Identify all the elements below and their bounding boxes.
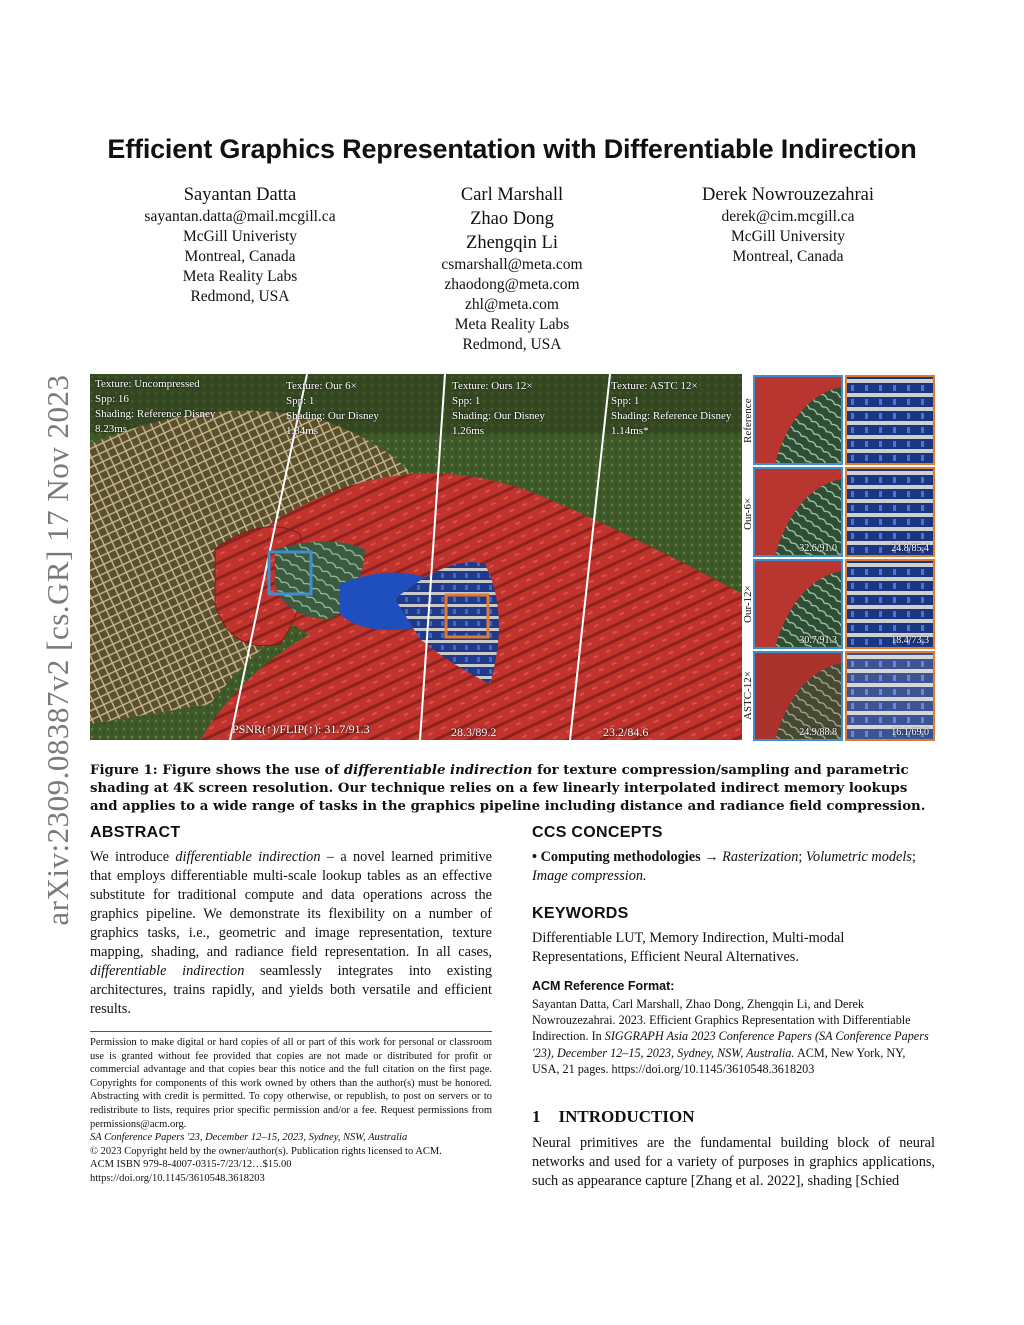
author-block-1: [120, 183, 360, 307]
teaser-figure: [90, 374, 742, 740]
author-name: Sayantan Datta: [183, 185, 297, 205]
author-block-3: [668, 183, 908, 267]
crop-blue-astc12: 24.9/88.8: [753, 651, 843, 741]
keywords-heading: KEYWORDS: [532, 905, 629, 922]
author-location: Redmond, USA: [190, 288, 290, 305]
intro-heading: 1 INTRODUCTION: [532, 1107, 695, 1126]
permission-notice: Permission to make digital or hard copies of all or part of this work for personal or classroom use is granted without fee provided that copies are not made or distributed for profit or commercial advantage and that copies bear this notice and the full citation on the first page. Copyrights for components of this work owned by others than the author(s) must be honored. Abstracting with credit is permitted. To copy otherwise, or republish, to post on servers or to redistribute to lists, requires prior specific permission and/or a fee. Request permissions from permissions@acm.org. SA Conference Papers '23, December 12–15, 2023, Sydney, NSW, Australia © 2023 Copyright held by the owner/author(s). Publication rights licensed to ACM. ACM ISBN 979-8-4007-0315-7/23/12…$15.00 https://doi.org/10.1145/3610548.3618203: [90, 1037, 492, 1184]
author-affiliation: Meta Reality Labs: [182, 268, 298, 285]
abstract-heading: ABSTRACT: [90, 824, 181, 841]
paper-title: Efficient Graphics Representation with Differentiable Indirection: [107, 134, 917, 164]
crop-blue-our12: 30.7/91.3: [753, 559, 843, 649]
crop-row-label: Our-6×: [742, 497, 754, 530]
crop-blue-our6: 32.6/91.0: [753, 467, 843, 557]
acm-ref-text: Sayantan Datta, Carl Marshall, Zhao Dong, Zhengqin Li, and Derek Nowrouzezahrai. 2023. Efficient Graphics Representation with Differentiable Indirection. In SIGGRAPH Asia 2023 Conference Papers (SA Conference Papers '23), December 12–15, 2023, Sydney, NSW, Australia. ACM, New York, NY, USA, 21 pages. https://doi.org/10.1145/3610548.3618203: [532, 997, 929, 1076]
crop-blue-reference: [753, 375, 843, 465]
panel-4-info: Texture: ASTC 12× Spp: 1 Shading: Reference Disney 1.14ms*: [611, 380, 732, 437]
author-affiliation: McGill University: [730, 228, 846, 245]
panel-1-metric: PSNR(↑)/FLIP(↑): 31.7/91.3: [232, 722, 370, 736]
author-email[interactable]: zhl@meta.com: [465, 296, 559, 313]
ccs-concepts: • Computing methodologies → Rasterization; Volumetric models; Image compression.: [532, 849, 916, 884]
author-name: Derek Nowrouzezahrai: [701, 185, 875, 205]
panel-1-info: Texture: Uncompressed Spp: 16 Shading: Reference Disney 8.23ms: [95, 378, 216, 435]
crop-orange-our12: 18.4/73.3: [845, 559, 935, 649]
author-location: Montreal, Canada: [732, 248, 844, 265]
footnote-rule: [90, 1031, 492, 1032]
keywords-text: Differentiable LUT, Memory Indirection, Multi-modal Representations, Efficient Neural Alternatives.: [532, 930, 845, 965]
author-affiliation: McGill Univeristy: [182, 228, 298, 245]
crop-orange-astc12: 16.1/69.0: [845, 651, 935, 741]
crop-orange-our6: 24.8/85.4: [845, 467, 935, 557]
author-email[interactable]: derek@cim.mcgill.ca: [721, 208, 855, 225]
crop-row-label: Our-12×: [742, 585, 754, 623]
intro-text: Neural primitives are the fundamental building block of neural networks and used for a variety of purposes in graphics applications, such as appearance capture [Zhang et al. 2022], shading [Schied: [532, 1135, 935, 1189]
panel-2-info: Texture: Our 6× Spp: 1 Shading: Our Disney 1.34ms: [286, 380, 379, 437]
author-block-2: [392, 183, 632, 355]
author-name: Zhao Dong: [470, 209, 554, 229]
author-email[interactable]: zhaodong@meta.com: [444, 276, 580, 293]
crop-row-label: Reference: [742, 398, 754, 443]
ccs-heading: CCS CONCEPTS: [532, 824, 663, 841]
panel-4-metric: 23.2/84.6: [603, 725, 649, 739]
author-name: Zhengqin Li: [466, 233, 558, 253]
crop-row-label: ASTC-12×: [742, 671, 754, 720]
abstract-text: We introduce differentiable indirection – a novel learned primitive that employs differentiable multi-scale lookup tables as an effective substitute for traditional compute and data operations across the graphics pipeline. We demonstrate its flexibility on a number of graphics tasks, i.e., geometric and image representation, texture mapping, shading, and radiance field representation. In all cases, differentiable indirection seamlessly integrates into existing architectures, trains rapidly, and yields both versatile and efficient results.: [90, 849, 492, 1017]
figure-caption: Figure 1: Figure shows the use of differentiable indirection for texture compression/sampling and parametric shading at 4K screen resolution. Our technique relies on a few linearly interpolated indirect memory lookups and applies to a wide range of tasks in the graphics pipeline including distance and radiance field compression.: [90, 763, 926, 814]
arxiv-stamp: arXiv:2309.08387v2 [cs.GR] 17 Nov 2023: [40, 374, 75, 926]
panel-3-info: Texture: Ours 12× Spp: 1 Shading: Our Disney 1.26ms: [452, 380, 545, 437]
author-location: Redmond, USA: [462, 336, 562, 353]
doi-link[interactable]: https://doi.org/10.1145/3610548.3618203: [90, 1172, 265, 1184]
acm-ref-heading: ACM Reference Format:: [532, 979, 675, 993]
author-name: Carl Marshall: [460, 185, 564, 205]
author-affiliation: Meta Reality Labs: [454, 316, 570, 333]
author-email[interactable]: sayantan.datta@mail.mcgill.ca: [144, 208, 336, 225]
author-location: Montreal, Canada: [184, 248, 296, 265]
crop-orange-reference: [845, 375, 935, 465]
author-email[interactable]: csmarshall@meta.com: [441, 256, 583, 273]
panel-3-metric: 28.3/89.2: [451, 725, 497, 739]
